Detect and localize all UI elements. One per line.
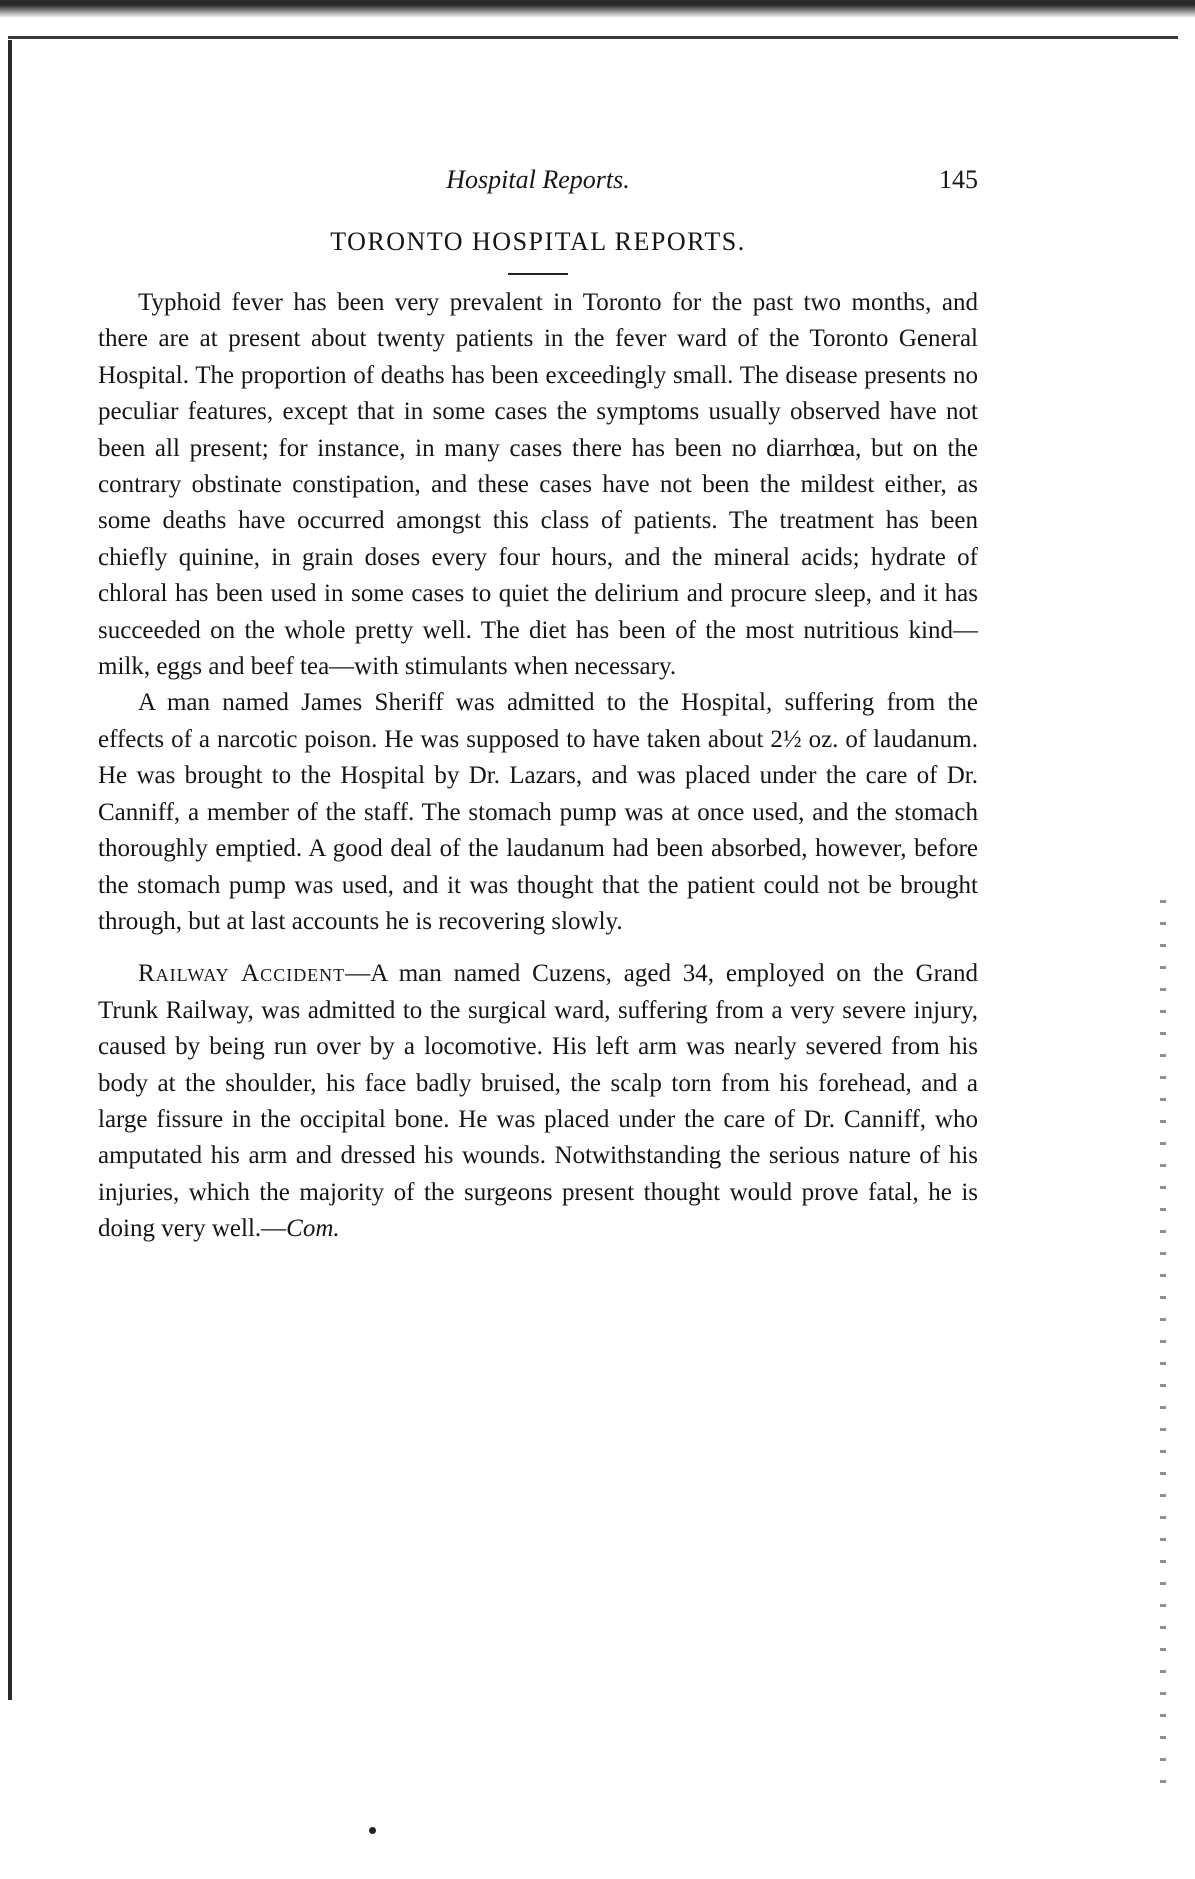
ink-speck — [369, 1827, 376, 1834]
scan-top-edge — [0, 0, 1195, 18]
railway-accident-heading: Railway Accident — [138, 960, 346, 988]
title-rule — [508, 273, 568, 275]
running-title: Hospital Reports. — [446, 165, 630, 194]
scan-frame-line — [8, 36, 1178, 39]
paragraph-railway-accident — [98, 956, 978, 1247]
page-number: 145 — [939, 165, 978, 194]
paragraph-laudanum: A man named James Sheriff was admitted to the Hospital, suffering from the effects of a narcotic poison. He was supposed to have taken about 2½ oz. of laudanum. He was brought to the Hospital by Dr. Lazars, and was placed under the care of Dr. Canniff, a member of the staff. The stomach pump was at once used, and the stomach thoroughly emptied. A good deal of the laudanum had been absorbed, however, before the stomach pump was used, and it was thought that the patient could not be brought through, but at last accounts he is recovering slowly. — [98, 689, 978, 935]
running-head — [98, 165, 978, 205]
scan-right-specks — [1160, 900, 1166, 1800]
railway-accident-text: —A man named Cuzens, aged 34, employed on the Grand Trunk Railway, was admitted to the surgical ward, suffering from a very severe injury, caused by being run over by a locomotive. His left arm was nearly severed from his body at the shoulder, his face badly bruised, the scalp torn from his forehead, and a large fissure in the occipital bone. He was placed under the care of Dr. Canniff, who amputated his arm and dressed his wounds. Notwithstanding the serious nature of his injuries, which the majority of the surgeons present thought would prove fatal, he is doing very well.— — [98, 960, 978, 1243]
article-title: TORONTO HOSPITAL REPORTS. — [330, 227, 746, 256]
page — [98, 165, 978, 1248]
signoff: Com. — [286, 1215, 340, 1243]
scan-left-edge — [8, 40, 12, 1700]
paragraph-typhoid: Typhoid fever has been very prevalent in Toronto for the past two months, and there are at present about twenty patients in the fever ward of the Toronto General Hospital. The proportion of deaths has been exceedingly small. The disease presents no peculiar features, except that in some cases the symptoms usually observed have not been all present; for instance, in many cases there has been no diarrhœa, but on the contrary obstinate constipation, and these cases have not been the mildest either, as some deaths have occurred amongst this class of patients. The treatment has been chiefly quinine, in grain doses every four hours, and the mineral acids; hydrate of chloral has been used in some cases to quiet the delirium and procure sleep, and it has succeeded on the whole pretty well. The diet has been of the most nutritious kind—milk, eggs and beef tea—with stimulants when necessary. — [98, 289, 978, 681]
